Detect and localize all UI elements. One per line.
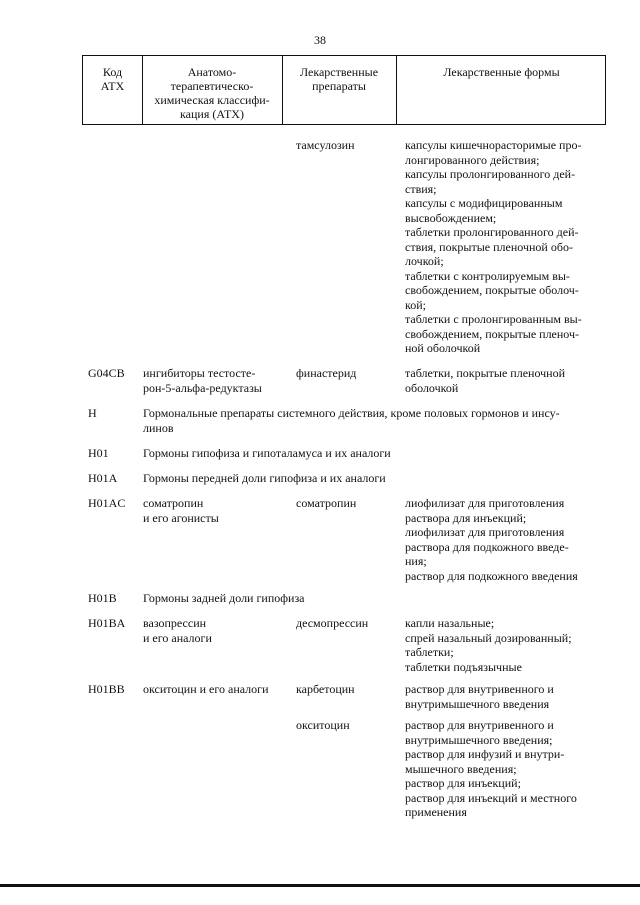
dosage-forms: капли назальные; спрей назальный дозированный; таблетки; таблетки подъязычные [405,616,572,674]
atc-classification: соматропин и его агонисты [143,496,219,525]
header-forms: Лекарственные формы [443,65,560,79]
atc-classification: окситоцин и его аналоги [143,682,269,696]
atc-code: H [88,406,97,420]
dosage-forms: таблетки, покрытые пленочной оболочкой [405,366,566,395]
page-number: 38 [314,33,326,47]
atc-classification: вазопрессин и его аналоги [143,616,212,645]
atc-group-title: Гормоны гипофиза и гипоталамуса и их аналоги [143,446,391,460]
table-header [82,55,606,125]
dosage-forms: капсулы кишечнорасторимые про- лонгированного действия; капсулы пролонгированного дей- ствия; капсулы с модифицированным высвобождением; таблетки пролонгированного дей- ствия, покрытые пленочной обо- лочкой; таблетки с контролируемым вы- свобождением, покрытые оболоч- кой; таблетки с пролонгированным вы- свобождением, покрытые пленоч- ной оболочкой [405,138,582,355]
atc-group-title: Гормоны передней доли гипофиза и их аналоги [143,471,386,485]
drug-name: десмопрессин [296,616,369,630]
atc-code: H01 [88,446,109,460]
dosage-forms: раствор для внутривенного и внутримышечного введения [405,682,554,711]
atc-classification: ингибиторы тестосте- рон-5-альфа-редуктазы [143,366,262,395]
atc-code: H01AC [88,496,126,510]
drug-name: окситоцин [296,718,350,732]
atc-code: H01BB [88,682,125,696]
drug-name: финастерид [296,366,357,380]
atc-group-title: Гормоны задней доли гипофиза [143,591,305,605]
header-drugs: Лекарственные препараты [299,65,379,93]
page-bottom-rule [0,884,640,887]
drug-name: соматропин [296,496,357,510]
drug-name: тамсулозин [296,138,355,152]
atc-code: H01A [88,471,118,485]
dosage-forms: лиофилизат для приготовления раствора для инъекций; лиофилизат для приготовления раствора для подкожного введе- ния; раствор для подкожного введения [405,496,578,583]
drug-name: карбетоцин [296,682,355,696]
atc-group-title: Гормональные препараты системного действия, кроме половых гормонов и инсу- линов [143,406,560,435]
atc-code: G04CB [88,366,125,380]
atc-code: H01BA [88,616,126,630]
header-classification: Анатомо- терапевтическо- химическая классифи- кация (АТХ) [154,65,270,121]
dosage-forms: раствор для внутривенного и внутримышечного введения; раствор для инфузий и внутри- мышечного введения; раствор для инъекций; раствор для инъекций и местного применения [405,718,577,819]
atc-code: H01B [88,591,117,605]
header-code: Код АТХ [100,65,125,93]
